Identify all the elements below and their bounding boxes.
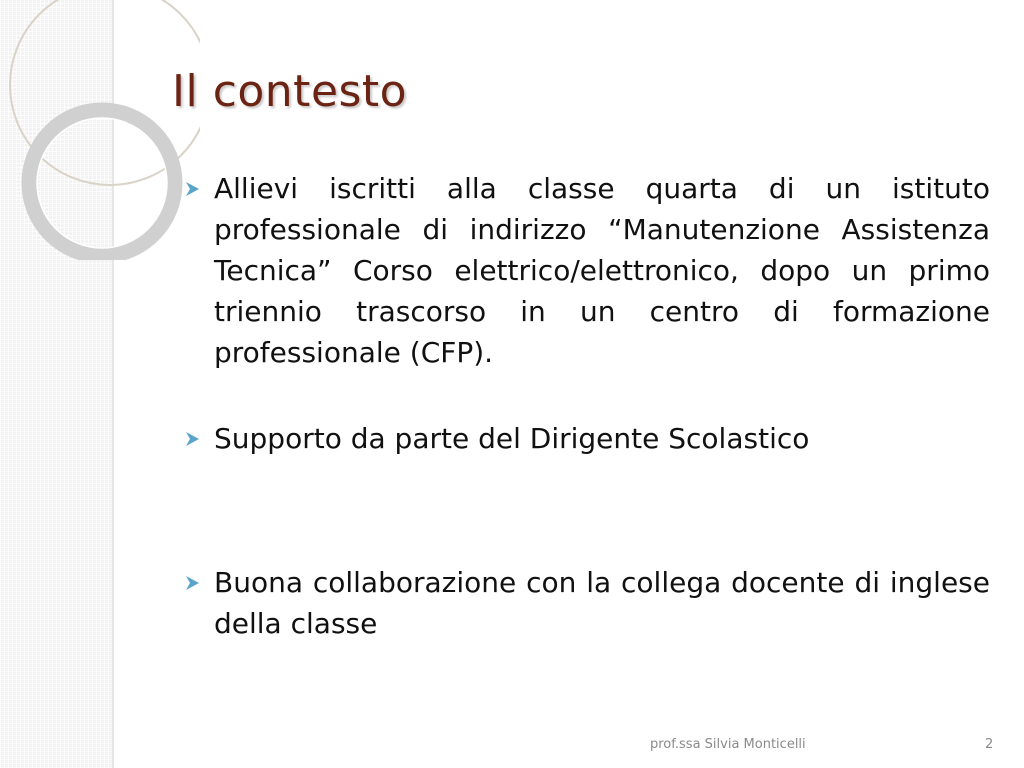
bullet-list: [180, 168, 990, 644]
arrowhead-bullet-icon: [184, 430, 202, 448]
arrowhead-bullet-icon: [184, 574, 202, 592]
bullet-item-collaboration: [180, 562, 990, 644]
slide-title: Il contesto: [172, 66, 408, 117]
bullet-item-support: [180, 418, 990, 459]
footer-author: prof.ssa Silvia Monticelli: [650, 737, 806, 752]
bullet-text: Allievi iscritti alla classe quarta di un istituto professionale di indirizzo “Manutenzione Assistenza Tecnica” Corso elettrico/elettronico, dopo un primo triennio trascorso in un centro di formazione professionale (CFP).: [214, 172, 990, 369]
decorative-rings: [0, 0, 200, 260]
arrowhead-bullet-icon: [184, 180, 202, 198]
bullet-item-students: [180, 168, 990, 373]
bullet-text: Supporto da parte del Dirigente Scolastico: [214, 422, 810, 455]
decorative-ring-lower-inner: [37, 118, 167, 248]
page-number: 2: [985, 737, 994, 752]
decorative-ring-lower: [29, 110, 175, 256]
bullet-text: Buona collaborazione con la collega docente di inglese della classe: [214, 566, 990, 640]
